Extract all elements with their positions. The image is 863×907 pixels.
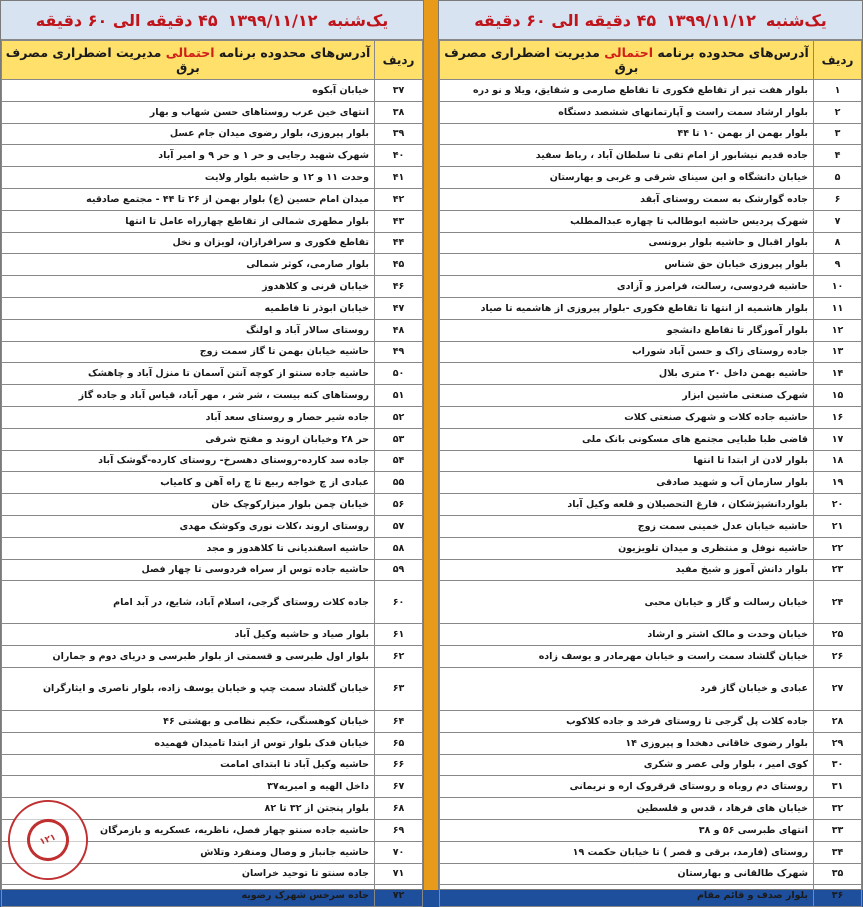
table-row [440, 101, 862, 123]
table-row [440, 276, 862, 298]
table-row [440, 232, 862, 254]
table-row [440, 450, 862, 472]
row-number: ۵ [814, 167, 862, 189]
row-number: ۴۵ [375, 254, 423, 276]
table-row [2, 710, 423, 732]
table-row [2, 363, 423, 385]
row-number: ۳۱ [814, 776, 862, 798]
left-col-title: آدرس‌های محدوده برنامه احتمالی مدیریت اضطراری مصرف برق [2, 41, 375, 80]
row-number: ۷۰ [375, 841, 423, 863]
table-row [2, 754, 423, 776]
row-number: ۶۸ [375, 798, 423, 820]
left-panel [0, 0, 424, 902]
row-number: ۱۵ [814, 385, 862, 407]
row-address: حاشیه جانباز و وصال ومنفرد وتلاش [2, 841, 375, 863]
table-row [2, 776, 423, 798]
row-address: خیابان دانشگاه و ابن سینای شرقی و غربی و بهارستان [440, 167, 814, 189]
row-number: ۱۷ [814, 428, 862, 450]
table-row [440, 428, 862, 450]
row-address: حاشیه نوفل و منتظری و میدان تلویزیون [440, 537, 814, 559]
table-row [2, 341, 423, 363]
left-day: یک‌شنبه [327, 10, 389, 30]
table-row [440, 297, 862, 319]
table-row [2, 232, 423, 254]
row-address: داخل الهیه و امیریه۳۷ [2, 776, 375, 798]
row-address: حاشیه جاده کلات و شهرک صنعتی کلات [440, 406, 814, 428]
row-address: بلوار صدف و قائم مقام [440, 885, 814, 907]
logo-mark-icon: ۱۲۱ [21, 813, 75, 867]
row-address: بلوار لادن از ابتدا تا انتها [440, 450, 814, 472]
table-row [2, 428, 423, 450]
row-address: جاده کلات پل گرجی تا روستای فرخد و جاده کلاکوب [440, 710, 814, 732]
row-address: حاشیه بهمن داخل ۲۰ متری بلال [440, 363, 814, 385]
table-row [440, 559, 862, 581]
row-number: ۳ [814, 123, 862, 145]
right-panel [438, 0, 863, 902]
right-col-title: آدرس‌های محدوده برنامه احتمالی مدیریت اضطراری مصرف برق [440, 41, 814, 80]
row-address: بلوار اول طبرسی و قسمتی از بلوار طبرسی و دریای دوم و جماران [2, 646, 375, 668]
table-row [2, 537, 423, 559]
table-row [440, 494, 862, 516]
right-day: یک‌شنبه [765, 10, 827, 30]
table-row [2, 319, 423, 341]
left-col-num: ردیف [375, 41, 423, 80]
table-row [440, 167, 862, 189]
row-number: ۵۹ [375, 559, 423, 581]
table-row [2, 732, 423, 754]
row-number: ۳۰ [814, 754, 862, 776]
table-row [440, 754, 862, 776]
row-number: ۵۷ [375, 515, 423, 537]
row-address: روستای اروند ،کلات نوری وکوشک مهدی [2, 515, 375, 537]
row-address: خیابان وحدت و مالک اشتر و ارشاد [440, 624, 814, 646]
row-number: ۵۳ [375, 428, 423, 450]
table-row [440, 254, 862, 276]
row-address: جاده سرخس شهرک رضویه [2, 885, 375, 907]
row-number: ۵۶ [375, 494, 423, 516]
table-row [440, 841, 862, 863]
row-number: ۴ [814, 145, 862, 167]
row-number: ۱۹ [814, 472, 862, 494]
table-row [2, 188, 423, 210]
row-address: خیابان قرنی و کلاهدوز [2, 276, 375, 298]
row-number: ۴۹ [375, 341, 423, 363]
row-address: بلوار دانش آموز و شیخ مفید [440, 559, 814, 581]
row-address: خیابان ابوذر تا فاطمیه [2, 297, 375, 319]
row-number: ۳۵ [814, 863, 862, 885]
row-number: ۷۲ [375, 885, 423, 907]
row-address: حاشیه جاده توس از سراه فردوسی تا چهار فصل [2, 559, 375, 581]
table-row [2, 297, 423, 319]
table-row [440, 646, 862, 668]
table-row [2, 406, 423, 428]
table-row [440, 798, 862, 820]
row-address: بلوار مطهری شمالی از تقاطع چهارراه عامل تا انتها [2, 210, 375, 232]
row-number: ۲ [814, 101, 862, 123]
row-address: روستای دم روباه و روستای قرقروک اره و نریمانی [440, 776, 814, 798]
row-number: ۳۹ [375, 123, 423, 145]
row-address: جاده کلات روستای گرجی، اسلام آباد، شایع، در آبد امام [2, 581, 375, 624]
row-number: ۳۴ [814, 841, 862, 863]
row-number: ۳۸ [375, 101, 423, 123]
table-row [2, 885, 423, 907]
row-number: ۱۶ [814, 406, 862, 428]
table-row [2, 494, 423, 516]
row-number: ۶۰ [375, 581, 423, 624]
table-row [2, 624, 423, 646]
row-address: بلوار پنجتن از ۳۲ تا ۸۲ [2, 798, 375, 820]
row-address: جاده قدیم نیشابور از امام تقی تا سلطان آباد ، رباط سفید [440, 145, 814, 167]
row-number: ۸ [814, 232, 862, 254]
row-address: بلوار صیاد و حاشیه وکیل آباد [2, 624, 375, 646]
row-address: بلوار آموزگار تا تقاطع دانشجو [440, 319, 814, 341]
row-address: بلوار بهمن از بهمن ۱۰ تا ۴۴ [440, 123, 814, 145]
row-number: ۶۹ [375, 819, 423, 841]
right-date: ۱۳۹۹/۱۱/۱۲ [666, 10, 756, 30]
row-number: ۳۳ [814, 819, 862, 841]
row-address: بلوار هاشمیه از انتها تا تقاطع فکوری -بلوار پیروزی از هاشمیه تا صیاد [440, 297, 814, 319]
row-address: جاده سنتو تا توحید خراسان [2, 863, 375, 885]
row-number: ۴۸ [375, 319, 423, 341]
row-number: ۵۲ [375, 406, 423, 428]
table-row [2, 145, 423, 167]
table-row [2, 210, 423, 232]
row-address: حاشیه فردوسی، رسالت، فرامرز و آزادی [440, 276, 814, 298]
row-number: ۱۲ [814, 319, 862, 341]
row-address: بلوار پیروزی، بلوار رضوی میدان جام عسل [2, 123, 375, 145]
row-address: خیابان چمن بلوار میزارکوچک خان [2, 494, 375, 516]
row-number: ۴۰ [375, 145, 423, 167]
row-number: ۲۰ [814, 494, 862, 516]
row-number: ۲۳ [814, 559, 862, 581]
row-number: ۶۵ [375, 732, 423, 754]
row-address: شهرک صنعتی ماشین ابزار [440, 385, 814, 407]
row-address: بلوار رضوی خاقانی دهخدا و پیروزی ۱۴ [440, 732, 814, 754]
row-number: ۷ [814, 210, 862, 232]
table-row [440, 210, 862, 232]
row-number: ۲۹ [814, 732, 862, 754]
left-table [1, 40, 423, 907]
row-address: خیابان گلشاد سمت چپ و خیابان یوسف زاده، بلوار ناصری و ایثارگران [2, 667, 375, 710]
row-number: ۲۴ [814, 581, 862, 624]
row-number: ۶۴ [375, 710, 423, 732]
table-row [2, 101, 423, 123]
row-address: بلوار سازمان آب و شهید صادقی [440, 472, 814, 494]
table-row [440, 624, 862, 646]
row-number: ۱۰ [814, 276, 862, 298]
table-row [2, 472, 423, 494]
table-row [440, 885, 862, 907]
row-address: جاده روستای زاک و حسن آباد شوراب [440, 341, 814, 363]
row-number: ۶۲ [375, 646, 423, 668]
row-address: خیابان رسالت و گاز و خیابان محبی [440, 581, 814, 624]
panel-divider [424, 0, 438, 890]
row-number: ۳۷ [375, 80, 423, 102]
row-address: خیابان کوهسنگی، حکیم نظامی و بهشتی ۴۶ [2, 710, 375, 732]
right-table [439, 40, 862, 907]
right-header [439, 1, 862, 40]
row-number: ۳۲ [814, 798, 862, 820]
row-number: ۲۵ [814, 624, 862, 646]
row-address: میدان امام حسین (ع) بلوار بهمن از ۲۶ تا ۴۴ - مجتمع صادقیه [2, 188, 375, 210]
row-number: ۵۵ [375, 472, 423, 494]
left-date: ۱۳۹۹/۱۱/۱۲ [227, 10, 318, 30]
row-address: بلوار اقبال و حاشیه بلوار برونسی [440, 232, 814, 254]
table-row [440, 710, 862, 732]
table-row [2, 276, 423, 298]
table-row [440, 472, 862, 494]
table-row [2, 667, 423, 710]
table-row [440, 319, 862, 341]
row-address: جاده سد کارده-روستای دهسرخ- روستای کارده-گوشک آباد [2, 450, 375, 472]
table-row [2, 581, 423, 624]
table-row [2, 254, 423, 276]
row-address: بلوار صارمی، کوثر شمالی [2, 254, 375, 276]
left-time: ۴۵ دقیقه الی ۶۰ دقیقه [35, 10, 218, 30]
row-address: خیابان فدک بلوار توس از ابتدا تامیدان فهمیده [2, 732, 375, 754]
row-number: ۴۱ [375, 167, 423, 189]
row-number: ۶۶ [375, 754, 423, 776]
table-row [440, 776, 862, 798]
row-address: روستاهای کنه بیست ، شر شر ، مهر آباد، قیاس آباد و جاده گاز [2, 385, 375, 407]
row-address: حر ۲۸ وخیابان اروند و مفتح شرقی [2, 428, 375, 450]
row-number: ۲۸ [814, 710, 862, 732]
row-address: عبادی و خیابان گاز فرد [440, 667, 814, 710]
row-address: جاده شیر حصار و روستای سعد آباد [2, 406, 375, 428]
row-number: ۲۲ [814, 537, 862, 559]
table-row [2, 646, 423, 668]
row-address: عبادی از چ خواجه ربیع تا چ راه آهن و کامیاب [2, 472, 375, 494]
row-address: شهرک شهید رجایی و حر ۱ و حر ۹ و امیر آباد [2, 145, 375, 167]
row-address: حاشیه خیابان بهمن تا گاز سمت زوج [2, 341, 375, 363]
row-address: خیابان های فرهاد ، قدس و فلسطین [440, 798, 814, 820]
row-number: ۴۴ [375, 232, 423, 254]
right-time: ۴۵ دقیقه الی ۶۰ دقیقه [474, 10, 657, 30]
table-row [2, 515, 423, 537]
row-address: خیابان آبکوه [2, 80, 375, 102]
left-header [1, 1, 423, 40]
row-number: ۶۷ [375, 776, 423, 798]
table-row [2, 80, 423, 102]
table-row [2, 123, 423, 145]
table-row [440, 145, 862, 167]
table-row [2, 167, 423, 189]
table-row [440, 515, 862, 537]
row-number: ۶ [814, 188, 862, 210]
table-row [440, 537, 862, 559]
table-row [440, 385, 862, 407]
row-number: ۴۷ [375, 297, 423, 319]
table-row [2, 385, 423, 407]
row-address: خیابان گلشاد سمت راست و خیابان مهرمادر و یوسف زاده [440, 646, 814, 668]
row-number: ۹ [814, 254, 862, 276]
row-number: ۵۴ [375, 450, 423, 472]
row-address: تقاطع فکوری و سرافرازان، لویزان و نخل [2, 232, 375, 254]
table-row [440, 123, 862, 145]
row-number: ۶۳ [375, 667, 423, 710]
table-row [440, 667, 862, 710]
row-address: بلوار ارشاد سمت راست و آپارتمانهای ششصد دستگاه [440, 101, 814, 123]
table-row [440, 581, 862, 624]
row-number: ۴۳ [375, 210, 423, 232]
row-address: انتهای خین عرب روستاهای حسن شهاب و بهار [2, 101, 375, 123]
row-address: حاشیه جاده سنتو از کوچه آنتن آسمان تا منزل آباد و چاهشک [2, 363, 375, 385]
table-row [440, 406, 862, 428]
row-address: حاشیه اسفندیانی تا کلاهدوز و مجد [2, 537, 375, 559]
row-address: روستای سالار آباد و اولنگ [2, 319, 375, 341]
row-number: ۱ [814, 80, 862, 102]
row-number: ۱۸ [814, 450, 862, 472]
row-address: شهرک پردیس حاشیه ابوطالب تا چهاره عبدالمطلب [440, 210, 814, 232]
row-address: بلواردانشپژشکان ، فارغ التحصیلان و قلعه وکیل آباد [440, 494, 814, 516]
row-number: ۵۱ [375, 385, 423, 407]
row-number: ۳۶ [814, 885, 862, 907]
row-number: ۵۰ [375, 363, 423, 385]
table-row [440, 80, 862, 102]
row-number: ۱۴ [814, 363, 862, 385]
row-number: ۵۸ [375, 537, 423, 559]
row-number: ۲۷ [814, 667, 862, 710]
right-col-num: ردیف [814, 41, 862, 80]
row-address: جاده گوارشک به سمت روستای آبقد [440, 188, 814, 210]
row-number: ۷۱ [375, 863, 423, 885]
table-row [440, 819, 862, 841]
table-row [440, 863, 862, 885]
row-number: ۱۱ [814, 297, 862, 319]
row-address: بلوار هفت تیر از تقاطع فکوری تا تقاطع صارمی و شقایق، ویلا و نو دره [440, 80, 814, 102]
row-number: ۲۶ [814, 646, 862, 668]
row-address: کوی امیر ، بلوار ولی عصر و شکری [440, 754, 814, 776]
row-address: شهرک طالقانی و بهارستان [440, 863, 814, 885]
table-row [440, 732, 862, 754]
row-address: وحدت ۱۱ و ۱۲ و حاشیه بلوار ولایت [2, 167, 375, 189]
row-number: ۴۲ [375, 188, 423, 210]
table-row [2, 559, 423, 581]
row-address: انتهای طبرسی ۵۶ و ۳۸ [440, 819, 814, 841]
row-address: حاشیه خیابان عدل خمینی سمت زوج [440, 515, 814, 537]
table-row [440, 363, 862, 385]
row-number: ۱۳ [814, 341, 862, 363]
row-number: ۲۱ [814, 515, 862, 537]
row-address: حاشیه وکیل آباد تا ابتدای امامت [2, 754, 375, 776]
table-row [2, 450, 423, 472]
row-address: روستای (فارمد، برقی و قصر ) تا خیابان حکمت ۱۹ [440, 841, 814, 863]
row-address: قاضی طبا طبایی مجتمع های مسکونی بانک ملی [440, 428, 814, 450]
row-number: ۴۶ [375, 276, 423, 298]
row-number: ۶۱ [375, 624, 423, 646]
table-row [440, 188, 862, 210]
row-address: حاشیه جاده سنتو چهار فصل، ناظریه، عسکریه و بازمرگان [2, 819, 375, 841]
table-row [440, 341, 862, 363]
row-address: بلوار پیروزی خیابان حق شناس [440, 254, 814, 276]
